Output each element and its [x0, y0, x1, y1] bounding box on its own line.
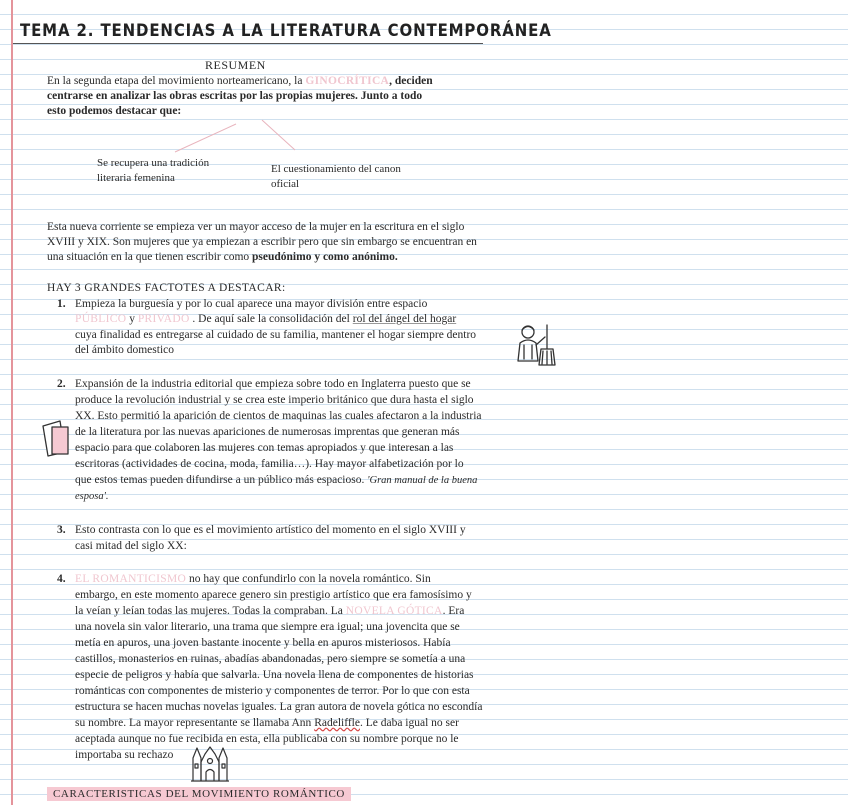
- factor-4-line-12: importaba su rechazo: [75, 749, 174, 761]
- gran-manual-title: 'Gran manual de la buena: [367, 475, 478, 486]
- factor-4-line-2: embargo, en este momento aparece genero sin prestigio artístico que era famosísimo y: [75, 589, 472, 601]
- factor-2-number: 2.: [57, 378, 66, 390]
- branch-left-line-2: literaria femenina: [97, 172, 175, 184]
- factor-3-number: 3.: [57, 524, 66, 536]
- factor-4-line-3-text: la veían y leían todas las mujeres. Todas la compraban. La: [75, 605, 346, 617]
- page-title: TEMA 2. TENDENCIAS A LA LITERATURA CONTEMPORÁNEA: [20, 21, 552, 42]
- factor-4-line-9: estructura se hacen muchas novelas iguales. La gran autora de novela gótica no escondía: [75, 701, 483, 713]
- factor-1-line-2-text: . De aquí sale la consolidación del: [189, 313, 353, 325]
- factor-4-line-4: una novela sin valor literario, una trama que siempre era igual; una jovencita que se: [75, 621, 460, 633]
- factor-4-line-1-text: no hay que confundirlo con la novela romántico. Sin: [186, 573, 431, 585]
- factor-2-line-6: escritoras (actividades de cocina, moda, familia…). Hay mayor alfabetización por lo: [75, 458, 464, 470]
- intro-line-1-text: En la segunda etapa del movimiento norteamericano, la: [47, 75, 306, 87]
- factor-4-line-5: metía en apuros, una joven bastante inocente y bella en apuros misteriosos. Había: [75, 637, 451, 649]
- romanticismo-highlight: EL ROMANTICISMO: [75, 573, 187, 585]
- factor-2-line-4: de la literatura por las nuevas apariciones de numerosas imprentas que generan más: [75, 426, 460, 438]
- intro-line-3: esto podemos destacar que:: [47, 105, 182, 117]
- factor-4-number: 4.: [57, 573, 66, 585]
- para2-line-3: [47, 250, 398, 265]
- factor-4-line-3-end: . Era: [442, 605, 465, 617]
- housewife-broom-icon: [512, 321, 560, 369]
- branch-left-line-1: Se recupera una tradición: [97, 157, 210, 169]
- factor-1-line-3: cuya finalidad es entregarse al cuidado de su familia, mantener el hogar siempre dentro: [75, 329, 477, 341]
- branch-right-line-2: oficial: [271, 178, 300, 190]
- factor-1-line-1: Empieza la burguesía y por lo cual aparece una mayor división entre espacio: [75, 298, 428, 310]
- ginocritica-highlight: GINOCRÍTICA: [305, 75, 390, 87]
- para2-line-3-text: una situación en la que tienen escribir como: [47, 251, 253, 263]
- factor-1-y: y: [126, 313, 138, 325]
- factor-4-line-10-end: . Le daba igual no ser: [359, 717, 459, 729]
- para2-line-1: Esta nueva corriente se empieza ver un mayor acceso de la mujer en la escritura en el siglo: [47, 221, 465, 233]
- factor-4-line-7: especie de peligros y había que salvarla. Una novela llena de componentes de historias: [75, 669, 474, 681]
- factor-1-line-2: [75, 312, 456, 327]
- factor-3-line-2: casi mitad del siglo XX:: [75, 540, 187, 552]
- author-name-misspelled: Radeliffle: [314, 717, 360, 729]
- castle-icon: [190, 744, 230, 782]
- para2-line-2: XVIII y XIX. Son mujeres que ya empiezan a escribir pero que sin embargo se encuentran en: [47, 236, 477, 248]
- factor-4-line-1: [75, 572, 431, 587]
- publico-highlight: PÚBLICO: [75, 313, 127, 325]
- pages-icon: [40, 418, 74, 458]
- factor-4-line-8: románticas con componentes de misterio y componentes de terror. Por lo que con esta: [75, 685, 470, 697]
- factor-1-line-4: del ámbito domestico: [75, 344, 175, 356]
- pseudonimo-bold: pseudónimo y como anónimo.: [252, 251, 398, 263]
- factor-2-line-2: produce la revolución industrial y se crea este imperio británico que dura hasta el siglo: [75, 394, 474, 406]
- factor-2-line-1: Expansión de la industria editorial que empieza sobre todo en Inglaterra puesto que se: [75, 378, 471, 390]
- factors-heading: HAY 3 GRANDES FACTOTES A DESTACAR:: [47, 282, 286, 294]
- resumen-heading: RESUMEN: [205, 58, 266, 72]
- intro-line-1-end: , deciden: [389, 75, 433, 87]
- romantic-movement-heading: CARACTERISTICAS DEL MOVIMIENTO ROMÁNTICO: [47, 787, 351, 801]
- factor-3-line-1: Esto contrasta con lo que es el movimiento artístico del momento en el siglo XVIII y: [75, 524, 466, 536]
- factor-2-line-7-text: que estos temas pueden difundirse a un público más espacioso.: [75, 474, 368, 486]
- novela-gotica-highlight: NOVELA GÓTICA: [345, 605, 443, 617]
- factor-2-line-5: espacio para que colaboren las mujeres con temas apropiados y que interesan a las: [75, 442, 454, 454]
- factor-1-number: 1.: [57, 298, 66, 310]
- factor-2-line-3: XX. Esto permitió la aparición de cientos de maquinas las cuales afectaron a la industria: [75, 410, 482, 422]
- privado-highlight: PRIVADO: [137, 313, 190, 325]
- branch-right-line-1: El cuestionamiento del canon: [271, 163, 401, 175]
- factor-4-line-6: castillos, monasterios en ruinas, abadías abandonadas, pero siempre se sometía a una: [75, 653, 466, 665]
- factor-4-line-11: aceptada aunque no fue recibida en esta, ella publicaba con su nombre porque no le: [75, 733, 459, 745]
- angel-hogar-underline: rol del ángel del hogar: [352, 313, 457, 325]
- factor-2-line-7: [75, 473, 477, 488]
- factor-4-line-10: [75, 716, 459, 731]
- factor-2-line-8: esposa'.: [75, 491, 109, 502]
- intro-line-2: centrarse en analizar las obras escritas por las propias mujeres. Junto a todo: [47, 90, 423, 102]
- factor-4-line-3: [75, 604, 464, 619]
- factor-4-line-10-text: su nombre. La mayor representante se llamaba Ann: [75, 717, 315, 729]
